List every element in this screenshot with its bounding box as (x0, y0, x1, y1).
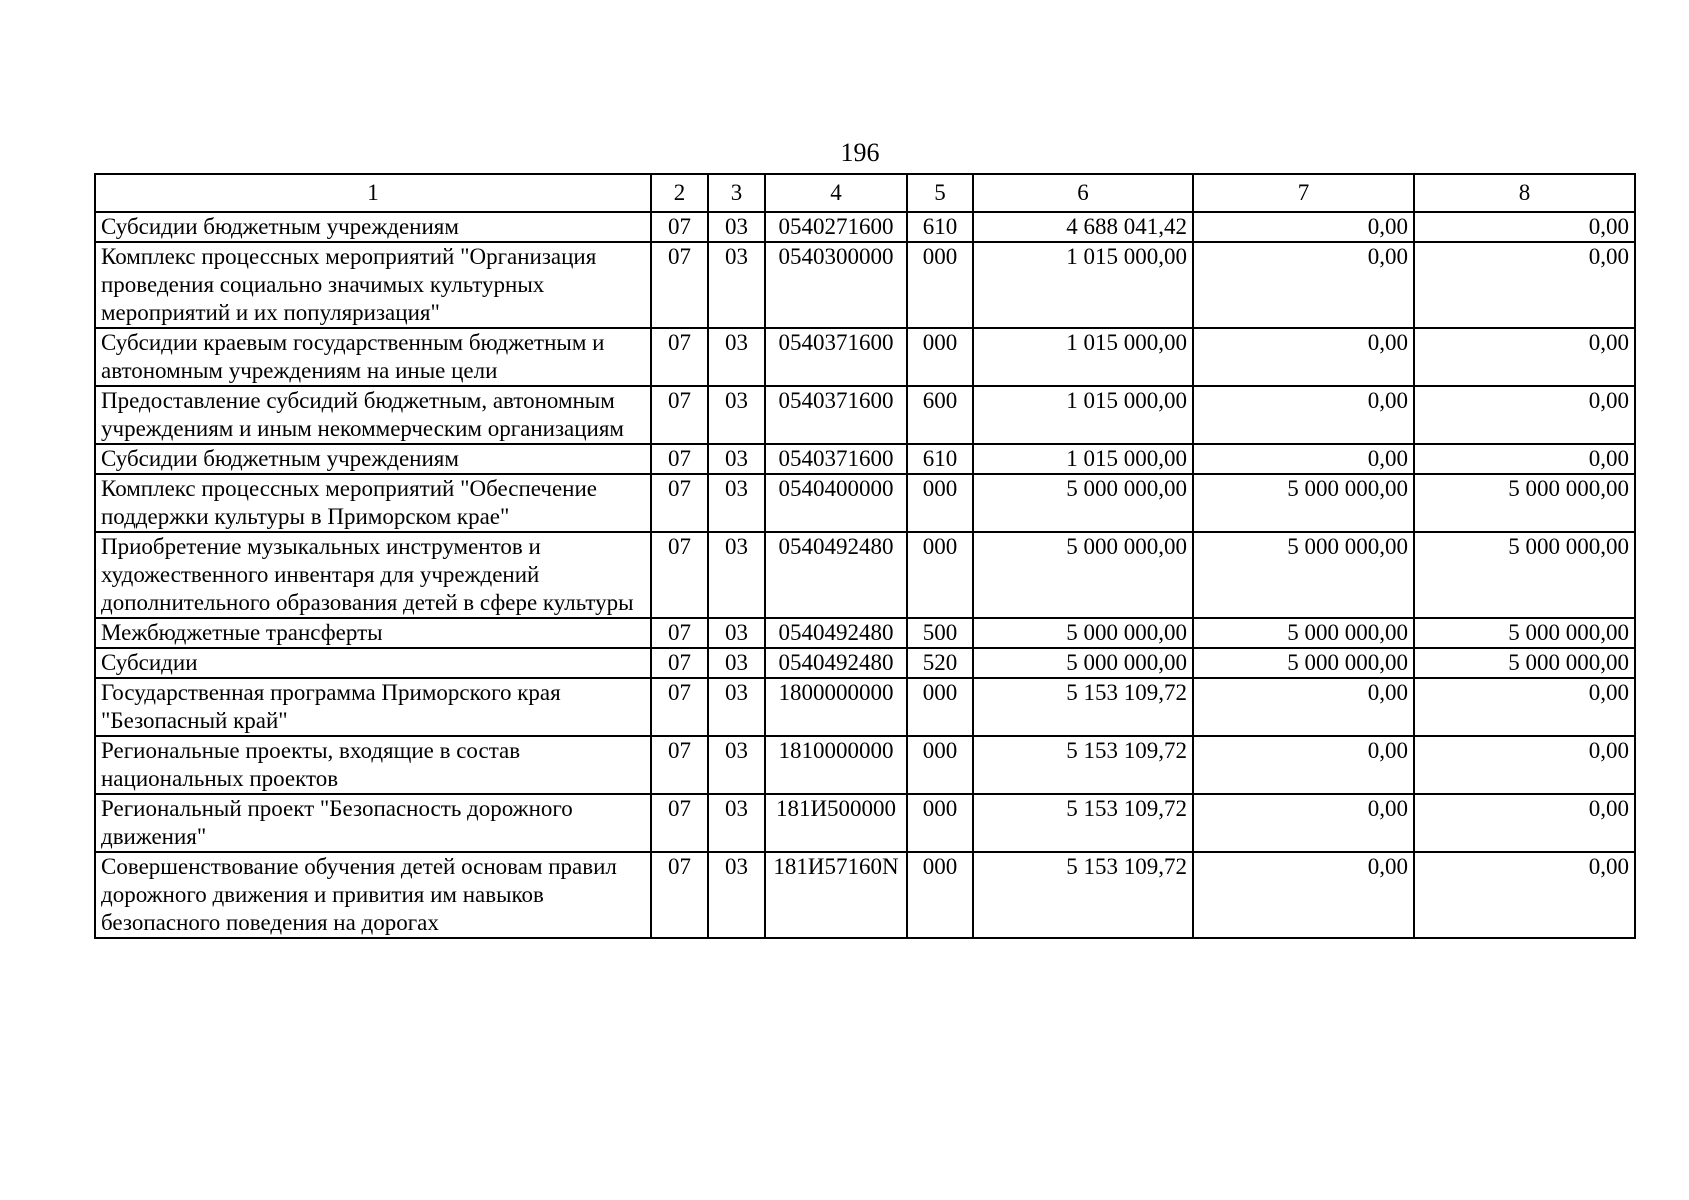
header-col-2: 2 (651, 174, 708, 212)
cell-target-article: 0540371600 (765, 328, 907, 386)
cell-target-article: 1800000000 (765, 678, 907, 736)
table-row (95, 386, 1635, 444)
table-row (95, 532, 1635, 618)
cell-subsection: 03 (708, 242, 765, 328)
cell-section: 07 (651, 444, 708, 474)
cell-subsection: 03 (708, 212, 765, 242)
cell-target-article: 0540400000 (765, 474, 907, 532)
cell-amount-7: 0,00 (1193, 852, 1414, 938)
cell-amount-6: 1 015 000,00 (973, 328, 1193, 386)
header-col-1: 1 (95, 174, 651, 212)
cell-amount-7: 0,00 (1193, 678, 1414, 736)
cell-expense-type: 000 (907, 532, 973, 618)
cell-subsection: 03 (708, 532, 765, 618)
cell-expense-type: 610 (907, 444, 973, 474)
cell-amount-8: 0,00 (1414, 444, 1635, 474)
cell-name: Региональный проект "Безопасность дорожного движения" (95, 794, 651, 852)
header-row (95, 174, 1635, 212)
table-row (95, 242, 1635, 328)
cell-name: Совершенствование обучения детей основам правил дорожного движения и привития им навыков безопасного поведения на дорогах (95, 852, 651, 938)
cell-subsection: 03 (708, 736, 765, 794)
cell-name: Комплекс процессных мероприятий "Организация проведения социально значимых культурных мероприятий и их популяризация" (95, 242, 651, 328)
cell-name: Государственная программа Приморского края "Безопасный край" (95, 678, 651, 736)
cell-amount-7: 0,00 (1193, 242, 1414, 328)
cell-section: 07 (651, 736, 708, 794)
cell-amount-8: 0,00 (1414, 328, 1635, 386)
table-row (95, 736, 1635, 794)
cell-subsection: 03 (708, 794, 765, 852)
cell-target-article: 0540492480 (765, 618, 907, 648)
cell-amount-6: 5 153 109,72 (973, 852, 1193, 938)
cell-amount-6: 1 015 000,00 (973, 242, 1193, 328)
cell-amount-8: 5 000 000,00 (1414, 532, 1635, 618)
cell-amount-8: 0,00 (1414, 794, 1635, 852)
cell-section: 07 (651, 474, 708, 532)
cell-name: Межбюджетные трансферты (95, 618, 651, 648)
cell-section: 07 (651, 648, 708, 678)
table-row (95, 794, 1635, 852)
cell-expense-type: 000 (907, 736, 973, 794)
cell-target-article: 181И57160N (765, 852, 907, 938)
cell-amount-7: 5 000 000,00 (1193, 532, 1414, 618)
header-col-4: 4 (765, 174, 907, 212)
cell-amount-6: 4 688 041,42 (973, 212, 1193, 242)
header-col-6: 6 (973, 174, 1193, 212)
cell-amount-7: 0,00 (1193, 736, 1414, 794)
cell-amount-8: 0,00 (1414, 852, 1635, 938)
cell-expense-type: 000 (907, 474, 973, 532)
cell-expense-type: 000 (907, 242, 973, 328)
cell-amount-7: 0,00 (1193, 444, 1414, 474)
cell-amount-7: 0,00 (1193, 794, 1414, 852)
table-row (95, 618, 1635, 648)
cell-amount-8: 0,00 (1414, 736, 1635, 794)
cell-amount-6: 5 153 109,72 (973, 678, 1193, 736)
cell-target-article: 0540271600 (765, 212, 907, 242)
cell-amount-6: 1 015 000,00 (973, 386, 1193, 444)
cell-amount-7: 5 000 000,00 (1193, 474, 1414, 532)
cell-amount-8: 0,00 (1414, 386, 1635, 444)
cell-amount-6: 5 000 000,00 (973, 532, 1193, 618)
cell-section: 07 (651, 794, 708, 852)
cell-subsection: 03 (708, 648, 765, 678)
cell-name: Предоставление субсидий бюджетным, автономным учреждениям и иным некоммерческим организациям (95, 386, 651, 444)
cell-target-article: 181И500000 (765, 794, 907, 852)
cell-amount-8: 0,00 (1414, 678, 1635, 736)
cell-expense-type: 500 (907, 618, 973, 648)
cell-subsection: 03 (708, 386, 765, 444)
cell-name: Приобретение музыкальных инструментов и художественного инвентаря для учреждений дополнительного образования детей в сфере культуры (95, 532, 651, 618)
cell-amount-6: 5 000 000,00 (973, 618, 1193, 648)
cell-target-article: 0540300000 (765, 242, 907, 328)
cell-amount-6: 1 015 000,00 (973, 444, 1193, 474)
cell-section: 07 (651, 678, 708, 736)
table-row (95, 678, 1635, 736)
cell-amount-7: 0,00 (1193, 386, 1414, 444)
cell-target-article: 0540371600 (765, 444, 907, 474)
cell-name: Региональные проекты, входящие в состав национальных проектов (95, 736, 651, 794)
cell-section: 07 (651, 852, 708, 938)
cell-subsection: 03 (708, 618, 765, 648)
cell-expense-type: 000 (907, 852, 973, 938)
cell-name: Субсидии бюджетным учреждениям (95, 212, 651, 242)
cell-amount-8: 5 000 000,00 (1414, 618, 1635, 648)
cell-name: Субсидии краевым государственным бюджетным и автономным учреждениям на иные цели (95, 328, 651, 386)
cell-section: 07 (651, 532, 708, 618)
page-number: 196 (840, 138, 880, 167)
cell-section: 07 (651, 212, 708, 242)
header-col-5: 5 (907, 174, 973, 212)
cell-section: 07 (651, 618, 708, 648)
cell-section: 07 (651, 242, 708, 328)
cell-amount-8: 5 000 000,00 (1414, 648, 1635, 678)
cell-amount-7: 0,00 (1193, 328, 1414, 386)
cell-amount-7: 5 000 000,00 (1193, 648, 1414, 678)
cell-subsection: 03 (708, 444, 765, 474)
table-row (95, 852, 1635, 938)
cell-target-article: 0540492480 (765, 532, 907, 618)
cell-amount-7: 0,00 (1193, 212, 1414, 242)
cell-target-article: 0540371600 (765, 386, 907, 444)
header-col-3: 3 (708, 174, 765, 212)
cell-amount-8: 0,00 (1414, 242, 1635, 328)
budget-table (94, 173, 1636, 939)
cell-expense-type: 000 (907, 678, 973, 736)
table-row (95, 648, 1635, 678)
cell-amount-6: 5 000 000,00 (973, 474, 1193, 532)
cell-section: 07 (651, 386, 708, 444)
cell-amount-6: 5 153 109,72 (973, 794, 1193, 852)
cell-amount-7: 5 000 000,00 (1193, 618, 1414, 648)
cell-subsection: 03 (708, 678, 765, 736)
cell-expense-type: 000 (907, 328, 973, 386)
cell-name: Субсидии бюджетным учреждениям (95, 444, 651, 474)
table-row (95, 328, 1635, 386)
cell-subsection: 03 (708, 328, 765, 386)
cell-amount-8: 0,00 (1414, 212, 1635, 242)
cell-name: Субсидии (95, 648, 651, 678)
table-row (95, 444, 1635, 474)
cell-section: 07 (651, 328, 708, 386)
header-col-7: 7 (1193, 174, 1414, 212)
cell-target-article: 1810000000 (765, 736, 907, 794)
cell-expense-type: 000 (907, 794, 973, 852)
cell-amount-8: 5 000 000,00 (1414, 474, 1635, 532)
cell-name: Комплекс процессных мероприятий "Обеспечение поддержки культуры в Приморском крае" (95, 474, 651, 532)
cell-expense-type: 600 (907, 386, 973, 444)
cell-amount-6: 5 000 000,00 (973, 648, 1193, 678)
table-row (95, 474, 1635, 532)
cell-expense-type: 610 (907, 212, 973, 242)
cell-target-article: 0540492480 (765, 648, 907, 678)
cell-subsection: 03 (708, 852, 765, 938)
header-col-8: 8 (1414, 174, 1635, 212)
table-row (95, 212, 1635, 242)
cell-amount-6: 5 153 109,72 (973, 736, 1193, 794)
cell-expense-type: 520 (907, 648, 973, 678)
cell-subsection: 03 (708, 474, 765, 532)
